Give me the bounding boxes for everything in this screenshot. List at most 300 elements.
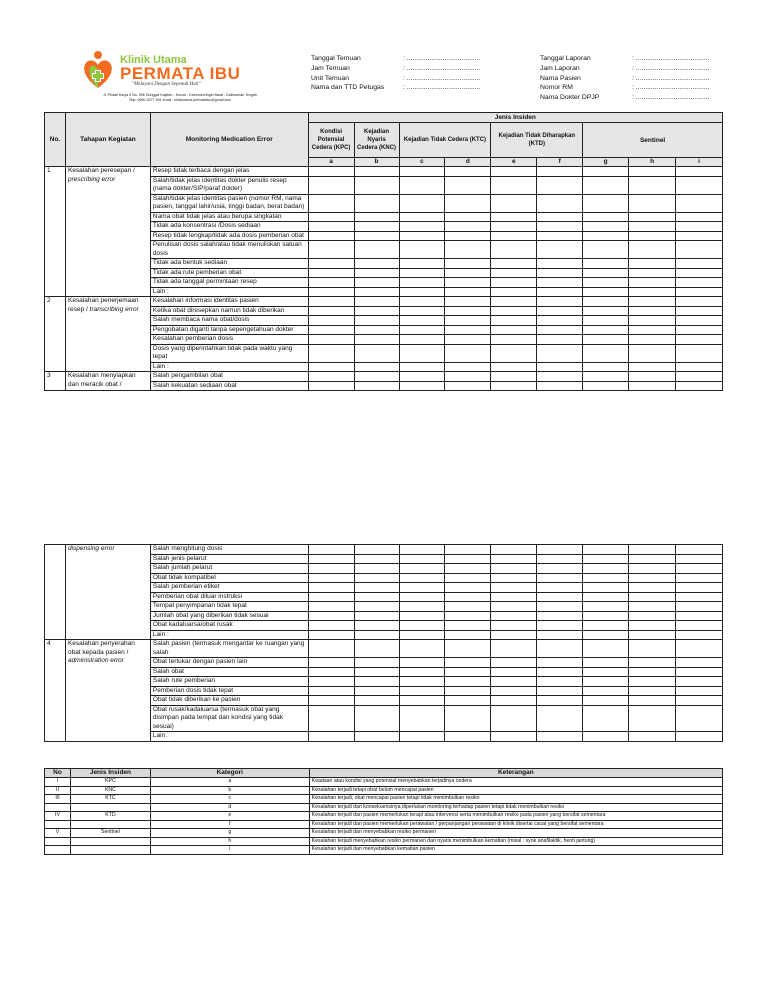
check-cell[interactable] [354, 381, 399, 391]
check-cell[interactable] [399, 602, 445, 612]
check-cell[interactable] [399, 677, 445, 687]
check-cell[interactable] [676, 667, 723, 677]
check-cell[interactable] [445, 732, 491, 742]
check-cell[interactable] [583, 705, 629, 732]
check-cell[interactable] [308, 640, 354, 658]
check-cell[interactable] [445, 573, 491, 583]
check-cell[interactable] [676, 278, 723, 288]
check-cell[interactable] [537, 564, 583, 574]
check-cell[interactable] [399, 316, 445, 326]
check-cell[interactable] [491, 677, 537, 687]
check-cell[interactable] [583, 667, 629, 677]
check-cell[interactable] [629, 677, 676, 687]
check-cell[interactable] [537, 241, 583, 259]
check-cell[interactable] [629, 212, 676, 222]
check-cell[interactable] [537, 573, 583, 583]
check-cell[interactable] [399, 658, 445, 668]
check-cell[interactable] [629, 287, 676, 297]
check-cell[interactable] [445, 176, 491, 194]
check-cell[interactable] [583, 592, 629, 602]
check-cell[interactable] [399, 231, 445, 241]
check-cell[interactable] [399, 686, 445, 696]
check-cell[interactable] [491, 344, 537, 362]
check-cell[interactable] [537, 705, 583, 732]
check-cell[interactable] [308, 241, 354, 259]
check-cell[interactable] [354, 621, 399, 631]
check-cell[interactable] [445, 212, 491, 222]
check-cell[interactable] [445, 194, 491, 212]
check-cell[interactable] [537, 732, 583, 742]
check-cell[interactable] [537, 335, 583, 345]
check-cell[interactable] [676, 316, 723, 326]
check-cell[interactable] [308, 667, 354, 677]
check-cell[interactable] [399, 732, 445, 742]
check-cell[interactable] [445, 677, 491, 687]
check-cell[interactable] [399, 592, 445, 602]
check-cell[interactable] [537, 325, 583, 335]
check-cell[interactable] [354, 297, 399, 307]
check-cell[interactable] [399, 554, 445, 564]
check-cell[interactable] [445, 344, 491, 362]
check-cell[interactable] [445, 554, 491, 564]
check-cell[interactable] [354, 176, 399, 194]
check-cell[interactable] [537, 372, 583, 382]
check-cell[interactable] [537, 545, 583, 555]
check-cell[interactable] [399, 222, 445, 232]
check-cell[interactable] [583, 259, 629, 269]
check-cell[interactable] [399, 259, 445, 269]
check-cell[interactable] [308, 686, 354, 696]
check-cell[interactable] [445, 287, 491, 297]
check-cell[interactable] [491, 335, 537, 345]
check-cell[interactable] [354, 278, 399, 288]
check-cell[interactable] [583, 602, 629, 612]
check-cell[interactable] [491, 554, 537, 564]
check-cell[interactable] [676, 306, 723, 316]
check-cell[interactable] [629, 554, 676, 564]
check-cell[interactable] [445, 278, 491, 288]
check-cell[interactable] [629, 573, 676, 583]
check-cell[interactable] [445, 268, 491, 278]
check-cell[interactable] [676, 287, 723, 297]
check-cell[interactable] [308, 372, 354, 382]
check-cell[interactable] [354, 316, 399, 326]
check-cell[interactable] [308, 176, 354, 194]
check-cell[interactable] [537, 278, 583, 288]
check-cell[interactable] [445, 686, 491, 696]
check-cell[interactable] [354, 259, 399, 269]
check-cell[interactable] [491, 297, 537, 307]
check-cell[interactable] [491, 167, 537, 177]
check-cell[interactable] [676, 325, 723, 335]
check-cell[interactable] [308, 545, 354, 555]
check-cell[interactable] [583, 212, 629, 222]
check-cell[interactable] [491, 602, 537, 612]
check-cell[interactable] [308, 297, 354, 307]
check-cell[interactable] [583, 732, 629, 742]
check-cell[interactable] [308, 573, 354, 583]
check-cell[interactable] [445, 381, 491, 391]
check-cell[interactable] [629, 621, 676, 631]
check-cell[interactable] [445, 611, 491, 621]
check-cell[interactable] [308, 621, 354, 631]
check-cell[interactable] [583, 611, 629, 621]
check-cell[interactable] [399, 621, 445, 631]
check-cell[interactable] [445, 545, 491, 555]
check-cell[interactable] [629, 344, 676, 362]
check-cell[interactable] [676, 686, 723, 696]
check-cell[interactable] [399, 545, 445, 555]
check-cell[interactable] [308, 611, 354, 621]
check-cell[interactable] [629, 325, 676, 335]
check-cell[interactable] [676, 732, 723, 742]
check-cell[interactable] [399, 630, 445, 640]
check-cell[interactable] [583, 372, 629, 382]
check-cell[interactable] [491, 621, 537, 631]
check-cell[interactable] [537, 686, 583, 696]
check-cell[interactable] [583, 564, 629, 574]
check-cell[interactable] [676, 621, 723, 631]
check-cell[interactable] [354, 630, 399, 640]
check-cell[interactable] [491, 306, 537, 316]
check-cell[interactable] [399, 667, 445, 677]
check-cell[interactable] [583, 621, 629, 631]
check-cell[interactable] [354, 602, 399, 612]
check-cell[interactable] [399, 278, 445, 288]
check-cell[interactable] [537, 268, 583, 278]
check-cell[interactable] [354, 732, 399, 742]
check-cell[interactable] [629, 176, 676, 194]
check-cell[interactable] [399, 381, 445, 391]
check-cell[interactable] [537, 592, 583, 602]
check-cell[interactable] [308, 287, 354, 297]
check-cell[interactable] [583, 176, 629, 194]
check-cell[interactable] [491, 212, 537, 222]
check-cell[interactable] [491, 241, 537, 259]
check-cell[interactable] [308, 592, 354, 602]
check-cell[interactable] [537, 306, 583, 316]
check-cell[interactable] [583, 268, 629, 278]
check-cell[interactable] [354, 241, 399, 259]
check-cell[interactable] [537, 667, 583, 677]
check-cell[interactable] [676, 583, 723, 593]
check-cell[interactable] [445, 297, 491, 307]
check-cell[interactable] [676, 194, 723, 212]
check-cell[interactable] [399, 344, 445, 362]
check-cell[interactable] [399, 167, 445, 177]
check-cell[interactable] [308, 268, 354, 278]
check-cell[interactable] [491, 372, 537, 382]
check-cell[interactable] [399, 573, 445, 583]
check-cell[interactable] [537, 621, 583, 631]
check-cell[interactable] [676, 640, 723, 658]
check-cell[interactable] [445, 667, 491, 677]
check-cell[interactable] [491, 583, 537, 593]
check-cell[interactable] [676, 602, 723, 612]
check-cell[interactable] [491, 259, 537, 269]
check-cell[interactable] [308, 231, 354, 241]
check-cell[interactable] [491, 705, 537, 732]
check-cell[interactable] [629, 259, 676, 269]
check-cell[interactable] [491, 732, 537, 742]
check-cell[interactable] [583, 287, 629, 297]
check-cell[interactable] [308, 212, 354, 222]
check-cell[interactable] [491, 278, 537, 288]
check-cell[interactable] [629, 297, 676, 307]
check-cell[interactable] [399, 241, 445, 259]
check-cell[interactable] [629, 630, 676, 640]
check-cell[interactable] [676, 677, 723, 687]
check-cell[interactable] [491, 592, 537, 602]
check-cell[interactable] [308, 325, 354, 335]
check-cell[interactable] [629, 194, 676, 212]
check-cell[interactable] [583, 658, 629, 668]
check-cell[interactable] [445, 316, 491, 326]
check-cell[interactable] [354, 268, 399, 278]
check-cell[interactable] [676, 696, 723, 706]
check-cell[interactable] [583, 344, 629, 362]
check-cell[interactable] [399, 640, 445, 658]
check-cell[interactable] [676, 335, 723, 345]
check-cell[interactable] [491, 381, 537, 391]
check-cell[interactable] [583, 297, 629, 307]
check-cell[interactable] [583, 545, 629, 555]
check-cell[interactable] [308, 316, 354, 326]
check-cell[interactable] [491, 287, 537, 297]
check-cell[interactable] [399, 335, 445, 345]
check-cell[interactable] [445, 705, 491, 732]
check-cell[interactable] [445, 630, 491, 640]
check-cell[interactable] [676, 658, 723, 668]
check-cell[interactable] [583, 630, 629, 640]
check-cell[interactable] [308, 306, 354, 316]
check-cell[interactable] [399, 705, 445, 732]
check-cell[interactable] [491, 564, 537, 574]
check-cell[interactable] [399, 325, 445, 335]
check-cell[interactable] [537, 362, 583, 372]
check-cell[interactable] [354, 212, 399, 222]
check-cell[interactable] [354, 231, 399, 241]
check-cell[interactable] [676, 630, 723, 640]
check-cell[interactable] [445, 372, 491, 382]
check-cell[interactable] [308, 658, 354, 668]
check-cell[interactable] [445, 640, 491, 658]
check-cell[interactable] [445, 325, 491, 335]
check-cell[interactable] [583, 677, 629, 687]
check-cell[interactable] [629, 686, 676, 696]
check-cell[interactable] [676, 212, 723, 222]
check-cell[interactable] [354, 545, 399, 555]
check-cell[interactable] [629, 316, 676, 326]
check-cell[interactable] [354, 306, 399, 316]
check-cell[interactable] [308, 583, 354, 593]
check-cell[interactable] [308, 259, 354, 269]
check-cell[interactable] [537, 176, 583, 194]
check-cell[interactable] [537, 677, 583, 687]
check-cell[interactable] [583, 583, 629, 593]
check-cell[interactable] [399, 372, 445, 382]
check-cell[interactable] [629, 545, 676, 555]
check-cell[interactable] [583, 167, 629, 177]
check-cell[interactable] [676, 573, 723, 583]
check-cell[interactable] [308, 554, 354, 564]
check-cell[interactable] [308, 677, 354, 687]
check-cell[interactable] [676, 259, 723, 269]
check-cell[interactable] [583, 194, 629, 212]
check-cell[interactable] [308, 344, 354, 362]
check-cell[interactable] [445, 362, 491, 372]
check-cell[interactable] [445, 602, 491, 612]
check-cell[interactable] [629, 640, 676, 658]
check-cell[interactable] [491, 231, 537, 241]
check-cell[interactable] [308, 362, 354, 372]
check-cell[interactable] [676, 362, 723, 372]
check-cell[interactable] [583, 278, 629, 288]
check-cell[interactable] [583, 222, 629, 232]
check-cell[interactable] [629, 222, 676, 232]
check-cell[interactable] [445, 259, 491, 269]
check-cell[interactable] [491, 630, 537, 640]
check-cell[interactable] [676, 372, 723, 382]
check-cell[interactable] [537, 381, 583, 391]
check-cell[interactable] [445, 583, 491, 593]
check-cell[interactable] [491, 658, 537, 668]
check-cell[interactable] [583, 306, 629, 316]
check-cell[interactable] [583, 231, 629, 241]
check-cell[interactable] [583, 686, 629, 696]
check-cell[interactable] [399, 564, 445, 574]
check-cell[interactable] [676, 545, 723, 555]
check-cell[interactable] [676, 554, 723, 564]
check-cell[interactable] [676, 344, 723, 362]
check-cell[interactable] [491, 176, 537, 194]
check-cell[interactable] [308, 696, 354, 706]
check-cell[interactable] [308, 630, 354, 640]
check-cell[interactable] [308, 705, 354, 732]
check-cell[interactable] [491, 316, 537, 326]
check-cell[interactable] [537, 658, 583, 668]
check-cell[interactable] [445, 658, 491, 668]
check-cell[interactable] [354, 372, 399, 382]
check-cell[interactable] [583, 362, 629, 372]
check-cell[interactable] [399, 297, 445, 307]
check-cell[interactable] [676, 705, 723, 732]
check-cell[interactable] [629, 732, 676, 742]
check-cell[interactable] [354, 686, 399, 696]
check-cell[interactable] [354, 677, 399, 687]
check-cell[interactable] [354, 325, 399, 335]
check-cell[interactable] [399, 611, 445, 621]
check-cell[interactable] [308, 732, 354, 742]
check-cell[interactable] [676, 268, 723, 278]
check-cell[interactable] [537, 231, 583, 241]
check-cell[interactable] [445, 241, 491, 259]
check-cell[interactable] [354, 554, 399, 564]
check-cell[interactable] [354, 167, 399, 177]
check-cell[interactable] [308, 278, 354, 288]
check-cell[interactable] [354, 222, 399, 232]
check-cell[interactable] [583, 554, 629, 564]
check-cell[interactable] [399, 194, 445, 212]
check-cell[interactable] [537, 297, 583, 307]
check-cell[interactable] [308, 564, 354, 574]
check-cell[interactable] [583, 696, 629, 706]
check-cell[interactable] [354, 583, 399, 593]
check-cell[interactable] [354, 667, 399, 677]
check-cell[interactable] [308, 335, 354, 345]
check-cell[interactable] [629, 705, 676, 732]
check-cell[interactable] [676, 222, 723, 232]
check-cell[interactable] [491, 573, 537, 583]
check-cell[interactable] [537, 167, 583, 177]
check-cell[interactable] [399, 176, 445, 194]
check-cell[interactable] [537, 583, 583, 593]
check-cell[interactable] [399, 306, 445, 316]
check-cell[interactable] [354, 287, 399, 297]
check-cell[interactable] [308, 222, 354, 232]
check-cell[interactable] [491, 194, 537, 212]
check-cell[interactable] [629, 564, 676, 574]
check-cell[interactable] [354, 194, 399, 212]
check-cell[interactable] [629, 583, 676, 593]
check-cell[interactable] [583, 316, 629, 326]
check-cell[interactable] [537, 287, 583, 297]
check-cell[interactable] [308, 602, 354, 612]
check-cell[interactable] [354, 344, 399, 362]
check-cell[interactable] [445, 696, 491, 706]
check-cell[interactable] [354, 611, 399, 621]
check-cell[interactable] [537, 212, 583, 222]
check-cell[interactable] [491, 545, 537, 555]
check-cell[interactable] [676, 176, 723, 194]
check-cell[interactable] [354, 564, 399, 574]
check-cell[interactable] [676, 241, 723, 259]
check-cell[interactable] [308, 194, 354, 212]
check-cell[interactable] [629, 696, 676, 706]
check-cell[interactable] [399, 212, 445, 222]
check-cell[interactable] [491, 640, 537, 658]
check-cell[interactable] [583, 640, 629, 658]
check-cell[interactable] [445, 564, 491, 574]
check-cell[interactable] [445, 222, 491, 232]
check-cell[interactable] [445, 306, 491, 316]
check-cell[interactable] [629, 167, 676, 177]
check-cell[interactable] [491, 667, 537, 677]
check-cell[interactable] [537, 344, 583, 362]
check-cell[interactable] [354, 640, 399, 658]
check-cell[interactable] [629, 278, 676, 288]
check-cell[interactable] [583, 325, 629, 335]
check-cell[interactable] [491, 222, 537, 232]
check-cell[interactable] [308, 381, 354, 391]
check-cell[interactable] [676, 381, 723, 391]
check-cell[interactable] [676, 167, 723, 177]
check-cell[interactable] [629, 335, 676, 345]
check-cell[interactable] [629, 241, 676, 259]
check-cell[interactable] [537, 316, 583, 326]
check-cell[interactable] [354, 573, 399, 583]
check-cell[interactable] [399, 696, 445, 706]
check-cell[interactable] [629, 667, 676, 677]
check-cell[interactable] [491, 325, 537, 335]
check-cell[interactable] [354, 592, 399, 602]
check-cell[interactable] [629, 602, 676, 612]
check-cell[interactable] [399, 583, 445, 593]
check-cell[interactable] [354, 362, 399, 372]
check-cell[interactable] [537, 630, 583, 640]
check-cell[interactable] [491, 362, 537, 372]
check-cell[interactable] [676, 564, 723, 574]
